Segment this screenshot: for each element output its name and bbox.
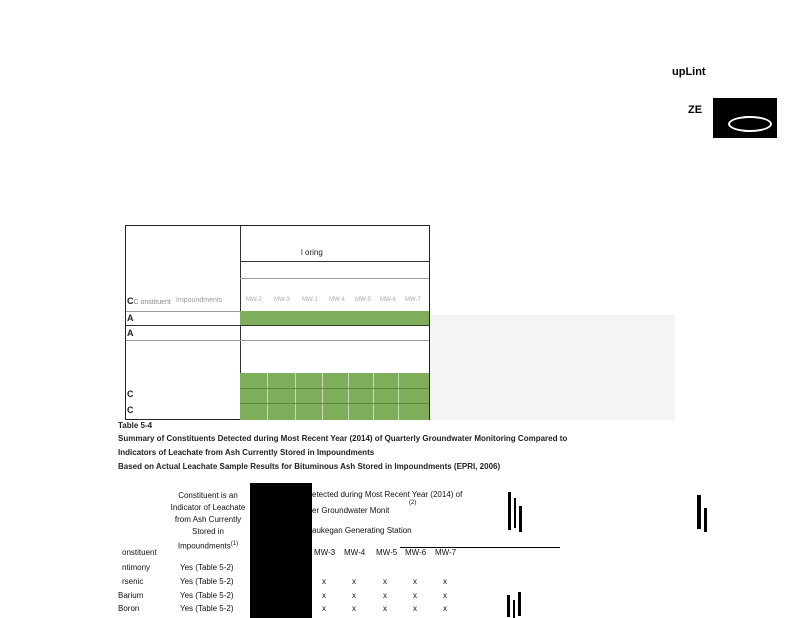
scan-artifact-bar <box>697 495 701 529</box>
detected-mark: x <box>413 604 417 613</box>
constituent-name: ntimony <box>122 563 151 572</box>
scan-artifact-bar <box>704 508 707 532</box>
scan-artifact-text: upLint <box>672 66 706 78</box>
detected-mark: x <box>352 577 356 586</box>
oval-mark <box>728 116 772 132</box>
mw-header: MW-6 <box>405 548 427 557</box>
scan-artifact-bar <box>507 595 510 617</box>
scan-shadow <box>430 315 675 420</box>
detected-mark: x <box>322 591 326 600</box>
indicator-column-header: Constituent is an Indicator of Leachate from Ash Currently Stored in Impoundments$^{(1)}$ <box>170 491 246 551</box>
detected-mark: x <box>352 604 356 613</box>
detected-header-line2: er Groundwater Monit <box>312 506 390 515</box>
redaction-block <box>250 483 312 618</box>
scanned-table: l oring CC onstituent Impoundments MW-2 MW-3 MW-1 MW-4 MW-5 MW-6 MW-7 A A C C <box>125 225 430 420</box>
constituent-name: Boron <box>118 604 140 613</box>
mw-header: MW-7 <box>435 548 457 557</box>
detected-mark: x <box>443 577 447 586</box>
detected-header: etected during Most Recent Year (2014) of <box>312 490 463 499</box>
table-subtitle: Based on Actual Leachate Sample Results for Bituminous Ash Stored in Impoundments (EPRI, 2006) <box>118 462 501 471</box>
constituent-name: Barium <box>118 591 144 600</box>
detected-mark: x <box>322 604 326 613</box>
mw-header: MW-5 <box>376 548 398 557</box>
table-title-line2: Indicators of Leachate from Ash Currently Stored in Impoundments <box>118 448 375 457</box>
detected-mark: x <box>352 591 356 600</box>
indicator-value: Yes (Table 5-2) <box>180 577 234 586</box>
table-title: Summary of Constituents Detected during Most Recent Year (2014) of Quarterly Groundwater Monitoring Compared to <box>118 434 568 443</box>
indicator-value: Yes (Table 5-2) <box>180 563 234 572</box>
footnote-ref: (2) <box>409 500 417 506</box>
detected-mark: x <box>383 577 387 586</box>
detected-mark: x <box>443 591 447 600</box>
station-name: aukegan Generating Station <box>312 526 412 535</box>
detected-mark: x <box>413 577 417 586</box>
scan-artifact-bar <box>518 592 521 616</box>
scan-artifact-bar <box>519 506 522 532</box>
row-letter: CC onstituent <box>127 296 171 306</box>
constituent-name: rsenic <box>122 577 144 586</box>
highlight-row <box>240 311 429 325</box>
scan-subheader: Impoundments <box>176 297 223 304</box>
scan-artifact-text: ZE <box>688 104 703 116</box>
scan-header-text: l oring <box>301 248 323 257</box>
constituent-header: onstituent <box>122 548 157 557</box>
detected-mark: x <box>322 577 326 586</box>
mw-header: MW-4 <box>344 548 366 557</box>
indicator-value: Yes (Table 5-2) <box>180 591 234 600</box>
scan-artifact-bar <box>508 492 511 530</box>
table-number: Table 5-4 <box>118 421 153 430</box>
indicator-value: Yes (Table 5-2) <box>180 604 234 613</box>
scan-artifact-bar <box>514 498 516 528</box>
detected-mark: x <box>383 591 387 600</box>
highlight-row <box>240 373 429 420</box>
detected-mark: x <box>413 591 417 600</box>
detected-mark: x <box>383 604 387 613</box>
scan-artifact-bar <box>513 600 515 618</box>
detected-mark: x <box>443 604 447 613</box>
mw-header: MW-3 <box>314 548 336 557</box>
